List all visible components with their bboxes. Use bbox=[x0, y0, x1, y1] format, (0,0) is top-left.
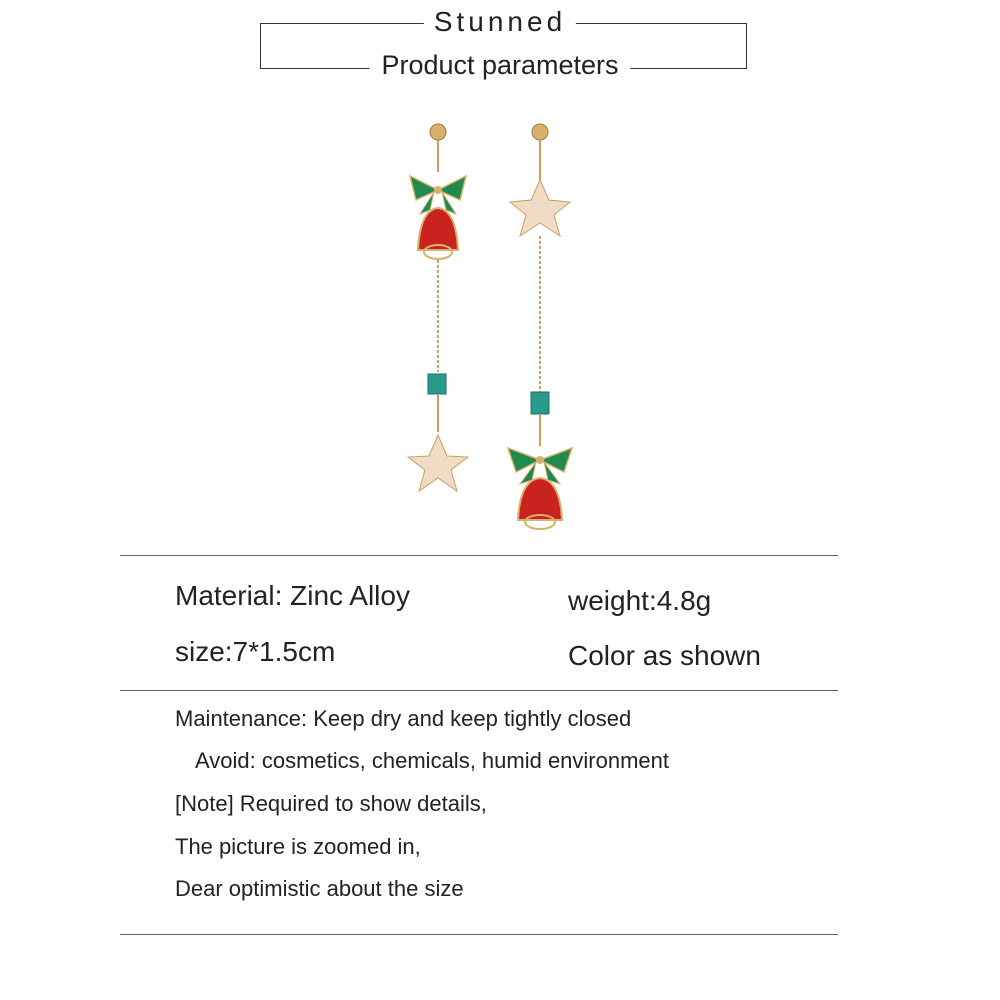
right-earring bbox=[508, 124, 572, 529]
crystal-bead-icon bbox=[428, 374, 446, 394]
zoom-note: The picture is zoomed in, bbox=[175, 834, 421, 859]
stud-icon bbox=[532, 124, 548, 140]
detail-note: [Note] Required to show details, bbox=[175, 791, 487, 816]
product-image bbox=[380, 110, 620, 530]
divider-bottom bbox=[120, 934, 838, 935]
maintenance-note: Maintenance: Keep dry and keep tightly closed bbox=[175, 706, 632, 731]
size-spec: size:7*1.5cm bbox=[175, 636, 336, 667]
avoid-note: Avoid: cosmetics, chemicals, humid environment bbox=[195, 748, 670, 773]
divider-top bbox=[120, 555, 838, 556]
size-note: Dear optimistic about the size bbox=[175, 876, 464, 901]
weight-spec: weight:4.8g bbox=[568, 585, 712, 616]
star-icon bbox=[510, 180, 570, 236]
material-spec: Material: Zinc Alloy bbox=[175, 580, 410, 611]
crystal-bead-icon bbox=[531, 392, 549, 414]
divider-middle bbox=[120, 690, 838, 691]
color-spec: Color as shown bbox=[568, 640, 761, 671]
star-icon bbox=[408, 435, 468, 491]
left-earring bbox=[408, 124, 468, 491]
stud-icon bbox=[430, 124, 446, 140]
bell-icon bbox=[410, 176, 466, 259]
brand-name: Stunned bbox=[424, 6, 576, 38]
section-title: Product parameters bbox=[369, 50, 630, 81]
bell-icon bbox=[508, 448, 572, 529]
